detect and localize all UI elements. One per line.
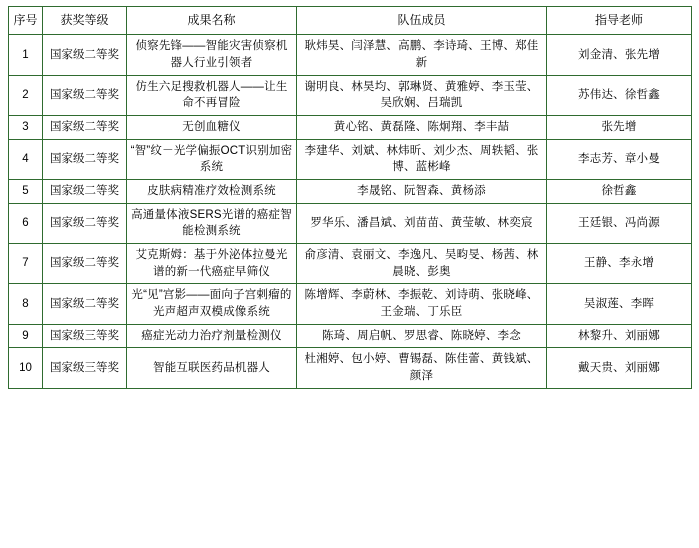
cell-title: 艾克斯姆：基于外泌体拉曼光谱的新一代癌症早筛仪 — [127, 244, 297, 284]
cell-advisor: 吴淑莲、李晖 — [547, 284, 692, 324]
cell-level: 国家级二等奖 — [43, 203, 127, 243]
cell-members: 陈增辉、李蔚林、李振乾、刘诗萌、张晓峰、王金瑞、丁乐臣 — [297, 284, 547, 324]
cell-level: 国家级三等奖 — [43, 324, 127, 348]
column-header-advisor: 指导老师 — [547, 7, 692, 35]
cell-level: 国家级二等奖 — [43, 284, 127, 324]
cell-advisor: 李志芳、章小曼 — [547, 139, 692, 179]
cell-title: 智能互联医药品机器人 — [127, 348, 297, 388]
table-row — [9, 116, 692, 140]
cell-advisor: 林黎升、刘丽娜 — [547, 324, 692, 348]
table-body — [9, 35, 692, 388]
table-row — [9, 139, 692, 179]
cell-title: 侦察先锋——智能灾害侦察机器人行业引领者 — [127, 35, 297, 75]
cell-index: 6 — [9, 203, 43, 243]
cell-advisor: 徐哲鑫 — [547, 180, 692, 204]
table-row — [9, 244, 692, 284]
cell-level: 国家级二等奖 — [43, 75, 127, 115]
table-row — [9, 348, 692, 388]
cell-title: 无创血糖仪 — [127, 116, 297, 140]
cell-title: 光“见”宫影——面向子宫剌瘤的 光声超声双模成像系统 — [127, 284, 297, 324]
cell-level: 国家级二等奖 — [43, 139, 127, 179]
cell-advisor: 张先增 — [547, 116, 692, 140]
cell-members: 李建华、刘斌、林炜昕、刘少杰、周轶韬、张博、蓝彬峰 — [297, 139, 547, 179]
table-row — [9, 203, 692, 243]
cell-index: 7 — [9, 244, 43, 284]
cell-title: 癌症光动力治疗剂量检测仪 — [127, 324, 297, 348]
cell-index: 5 — [9, 180, 43, 204]
column-header-members: 队伍成员 — [297, 7, 547, 35]
cell-level: 国家级二等奖 — [43, 180, 127, 204]
cell-title: 高通量体液SERS光谱的癌症智能检测系统 — [127, 203, 297, 243]
cell-members: 陈琦、周启帆、罗思睿、陈晓婷、李念 — [297, 324, 547, 348]
cell-members: 谢明良、林昊均、郭琳贤、黄雅婷、李玉莹、吴欣娴、吕瑞凯 — [297, 75, 547, 115]
cell-level: 国家级二等奖 — [43, 35, 127, 75]
award-table — [8, 6, 692, 389]
cell-members: 杜湘婷、包小婷、曹锡磊、陈佳蕾、黄钱斌、颜泽 — [297, 348, 547, 388]
cell-title: 仿生六足搜救机器人——让生命不再冒险 — [127, 75, 297, 115]
table-row — [9, 75, 692, 115]
cell-members: 黄心铭、黄磊隆、陈炯翔、李丰喆 — [297, 116, 547, 140]
cell-advisor: 刘金清、张先增 — [547, 35, 692, 75]
cell-index: 4 — [9, 139, 43, 179]
table-row — [9, 324, 692, 348]
cell-index: 8 — [9, 284, 43, 324]
cell-members: 罗华乐、潘昌斌、刘苗苗、黄莹敏、林奕宸 — [297, 203, 547, 243]
cell-index: 10 — [9, 348, 43, 388]
column-header-index: 序号 — [9, 7, 43, 35]
cell-level: 国家级二等奖 — [43, 244, 127, 284]
cell-title: “智”纹－光学偏振OCT识别加密系统 — [127, 139, 297, 179]
cell-advisor: 王静、李永增 — [547, 244, 692, 284]
table-row — [9, 180, 692, 204]
cell-index: 2 — [9, 75, 43, 115]
column-header-title: 成果名称 — [127, 7, 297, 35]
cell-index: 9 — [9, 324, 43, 348]
cell-index: 1 — [9, 35, 43, 75]
cell-level: 国家级三等奖 — [43, 348, 127, 388]
cell-title: 皮肤病精准疗效检测系统 — [127, 180, 297, 204]
table-row — [9, 35, 692, 75]
cell-advisor: 戴天贵、刘丽娜 — [547, 348, 692, 388]
cell-advisor: 苏伟达、徐哲鑫 — [547, 75, 692, 115]
table-row — [9, 284, 692, 324]
cell-members: 李晟铭、阮智森、黄杨添 — [297, 180, 547, 204]
cell-advisor: 王廷银、冯尚源 — [547, 203, 692, 243]
cell-members: 俞彦清、袁丽文、李逸凡、吴畇旻、杨茜、林晨晓、彭奥 — [297, 244, 547, 284]
header-row — [9, 7, 692, 35]
cell-level: 国家级二等奖 — [43, 116, 127, 140]
table-header — [9, 7, 692, 35]
column-header-level: 获奖等级 — [43, 7, 127, 35]
cell-members: 耿炜昊、闫泽慧、高鹏、李诗琦、王博、郑佳新 — [297, 35, 547, 75]
cell-index: 3 — [9, 116, 43, 140]
